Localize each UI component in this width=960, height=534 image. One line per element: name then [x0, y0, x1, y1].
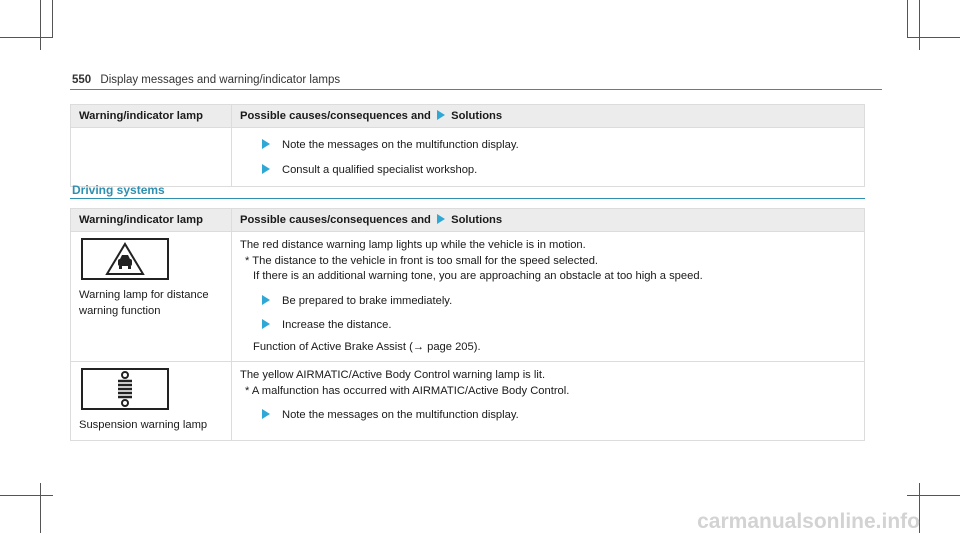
- table-row: [71, 232, 865, 362]
- table-header-row: [71, 209, 865, 232]
- arrow-right-icon: [437, 110, 445, 120]
- column-header-causes-label: Possible causes/consequences and: [240, 110, 431, 122]
- column-header-causes: [232, 209, 865, 232]
- solution-step-text: Consult a qualified specialist workshop.: [282, 163, 478, 176]
- page-title: Display messages and warning/indicator lamps: [100, 74, 341, 86]
- crop-mark: [40, 0, 41, 50]
- cause-text: * The distance to the vehicle in front is too small for the speed selected.: [245, 254, 599, 267]
- arrow-right-icon: [262, 139, 270, 149]
- causes-cell: [232, 232, 865, 362]
- solution-step-text: Note the messages on the multifunction display.: [282, 139, 519, 151]
- solution-step: [240, 408, 856, 424]
- column-header-causes-label: Possible causes/consequences and: [240, 214, 431, 226]
- crop-mark: [0, 495, 53, 496]
- column-header-lamp: Warning/indicator lamp: [71, 209, 232, 232]
- crop-mark: [907, 37, 960, 38]
- causes-cell: [232, 362, 865, 441]
- crop-mark: [907, 0, 908, 38]
- arrow-right-icon: [437, 214, 445, 224]
- crop-mark: [52, 0, 53, 38]
- column-header-causes: [232, 105, 865, 128]
- arrow-right-icon: [262, 409, 270, 419]
- watermark: carmanualsonline.info: [697, 510, 920, 533]
- table-row: [71, 362, 865, 441]
- column-header-solutions-label: Solutions: [451, 214, 503, 226]
- solution-step-text: Note the messages on the multifunction display.: [282, 409, 519, 421]
- solution-step-text: Be prepared to brake immediately.: [282, 294, 453, 307]
- lamp-cell: [71, 362, 232, 441]
- arrow-right-icon: [262, 295, 270, 305]
- solution-step: [240, 163, 856, 179]
- crop-mark: [40, 483, 41, 533]
- crop-mark: [907, 495, 960, 496]
- lamp-cell: [71, 128, 232, 187]
- solution-step: [240, 318, 856, 334]
- section-rule: [70, 198, 865, 199]
- column-header-solutions-label: Solutions: [451, 110, 503, 122]
- lamp-label: Suspension warning lamp: [79, 419, 208, 431]
- column-header-lamp: Warning/indicator lamp: [71, 105, 232, 128]
- cause-text: * A malfunction has occurred with AIRMATIC/Active Body Control.: [245, 384, 570, 397]
- solution-step: [240, 138, 856, 154]
- solution-step: [240, 294, 856, 310]
- page-number: 550: [72, 74, 92, 86]
- solution-step-text: Increase the distance.: [282, 319, 392, 331]
- arrow-right-icon: [262, 164, 270, 174]
- table-header-row: [71, 105, 865, 128]
- intro-text: The red distance warning lamp lights up while the vehicle is in motion.: [240, 239, 586, 251]
- crop-mark: [919, 0, 920, 50]
- suspension-warning-icon: [81, 368, 169, 410]
- lamp-label: Warning lamp for distance warning function: [79, 289, 209, 317]
- section-title: Driving systems: [72, 183, 165, 197]
- table-row: [71, 128, 865, 187]
- distance-warning-icon: [81, 238, 169, 280]
- main-table: [70, 208, 865, 441]
- detail-text: If there is an additional warning tone, you are approaching an obstacle at too high a speed.: [253, 270, 703, 282]
- lamp-cell: [71, 232, 232, 362]
- arrow-right-icon: [262, 319, 270, 329]
- top-table: [70, 104, 865, 187]
- page-header: [72, 74, 340, 86]
- footer-text: Function of Active Brake Assist (→ page 205).: [253, 340, 481, 353]
- intro-text: The yellow AIRMATIC/Active Body Control warning lamp is lit.: [240, 369, 546, 381]
- causes-cell: [232, 128, 865, 187]
- crop-mark: [0, 37, 53, 38]
- header-rule: [70, 89, 882, 90]
